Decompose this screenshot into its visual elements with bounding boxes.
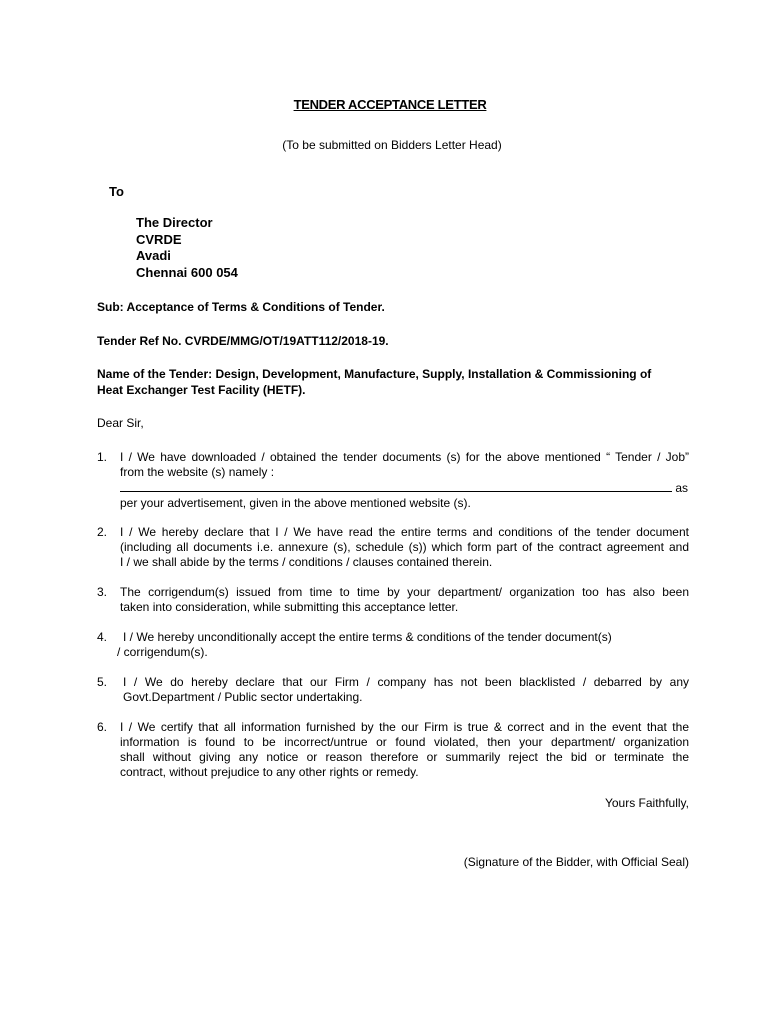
item-text: (including all documents i.e. annexure (s), schedule (s)) which form part of the contract agreement and [120,540,689,554]
closing: Yours Faithfully, [604,796,689,810]
tender-ref: Tender Ref No. CVRDE/MMG/OT/19ATT112/2018-19. [97,334,389,348]
salutation: Dear Sir, [97,416,144,430]
website-blank-row [120,480,689,496]
list-item [97,720,689,784]
item-text: shall without giving any notice or reason therefore or summarily reject the bid or terminate the [120,750,689,764]
item-text: I / we shall abide by the terms / conditions / clauses contained therein. [120,555,493,569]
item-text: information is found to be incorrect/untrue or found violated, then your department/ organization [120,735,689,749]
tender-name-line-2: Heat Exchanger Test Facility (HETF). [97,383,306,397]
item-text: I / We do hereby declare that our Firm / company has not been blacklisted / debarred by any [123,675,689,689]
item-number: 5. [97,675,108,689]
address-line: The Director [136,215,213,230]
address-line: CVRDE [136,232,182,247]
item-number: 1. [97,450,108,464]
list-item [97,630,689,662]
item-text: contract, without prejudice to any other rights or remedy. [120,765,419,779]
website-blank-line [120,480,672,492]
item-text: I / We have downloaded / obtained the tender documents (s) for the above mentioned “ Tender / Job” [120,450,689,464]
page-title: TENDER ACCEPTANCE LETTER [293,97,487,112]
subject-line: Sub: Acceptance of Terms & Conditions of Tender. [97,300,385,314]
item-number: 6. [97,720,108,734]
item-text: per your advertisement, given in the above mentioned website (s). [120,496,471,510]
item-text: from the website (s) namely : [120,465,275,479]
item-text: I / We hereby unconditionally accept the entire terms & conditions of the tender document(s) [123,630,612,644]
to-label: To [109,184,124,199]
item-text: Govt.Department / Public sector undertaking. [123,690,363,704]
item-text: / corrigendum(s). [117,645,208,659]
list-item [97,450,689,514]
list-item [97,585,689,617]
item-number: 4. [97,630,108,644]
item-text: taken into consideration, while submitting this acceptance letter. [120,600,459,614]
item-text: as [675,481,689,495]
item-text: The corrigendum(s) issued from time to time by your department/ organization too has also been [120,585,689,599]
tender-name-line-1: Name of the Tender: Design, Development, Manufacture, Supply, Installation & Commissioning of [97,367,652,381]
list-item [97,675,689,707]
address-line: Chennai 600 054 [136,265,238,280]
page-subtitle: (To be submitted on Bidders Letter Head) [282,138,502,152]
item-number: 2. [97,525,108,539]
list-item [97,525,689,573]
item-text: I / We hereby declare that I / We have read the entire terms and conditions of the tender document [120,525,689,539]
address-line: Avadi [136,248,171,263]
signature-line: (Signature of the Bidder, with Official Seal) [463,855,689,869]
item-number: 3. [97,585,108,599]
item-text: I / We certify that all information furnished by the our Firm is true & correct and in the event that the [120,720,689,734]
